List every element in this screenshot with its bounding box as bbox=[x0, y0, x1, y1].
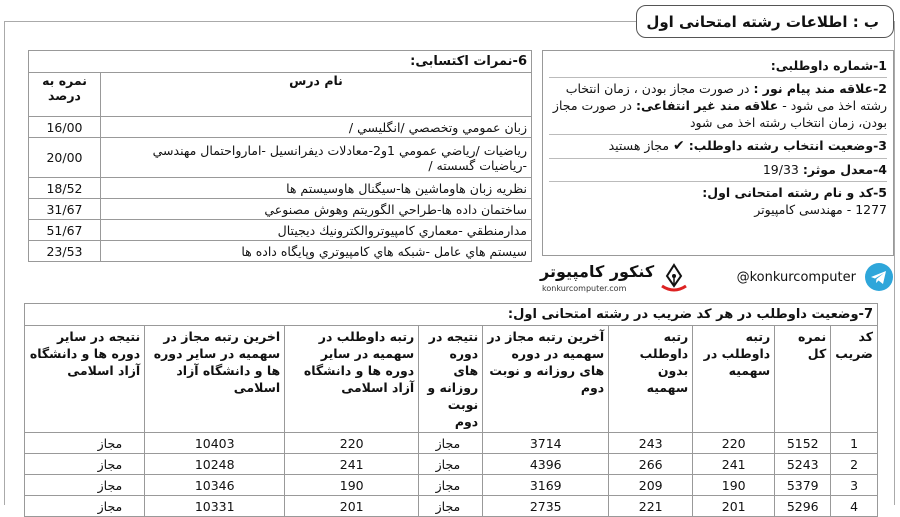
course-name: زبان عمومي وتخصصي /انگليسي / bbox=[101, 117, 532, 138]
cell: 201 bbox=[693, 496, 775, 517]
table-row bbox=[29, 138, 532, 178]
cell: 10248 bbox=[145, 454, 285, 475]
brand-logo-text: کنکور کامپیوتر bbox=[540, 262, 655, 281]
scores-title: 6-نمرات اکتسابی: bbox=[28, 50, 532, 72]
field-row bbox=[549, 182, 887, 221]
table-row bbox=[29, 220, 532, 241]
candidate-number-label: 1-شماره داوطلبی: bbox=[770, 58, 887, 73]
course-name: رياضيات /رياضي عمومي 1و2-معادلات ديفرانسيل -امارواحتمال مهندسي -رياضيات گسسته / bbox=[101, 138, 532, 178]
status-panel bbox=[24, 303, 878, 514]
title-rule bbox=[4, 21, 636, 22]
scores-panel bbox=[28, 50, 532, 284]
course-name: سيستم هاي عامل -شبكه هاي كامپيوتري وپايگاه داده ها bbox=[101, 241, 532, 262]
cell: 4396 bbox=[483, 454, 609, 475]
cell: 10331 bbox=[145, 496, 285, 517]
cell: 3714 bbox=[483, 433, 609, 454]
payam-noor-text: در صورت مجاز بودن ، زمان انتخاب رشته اخذ می شود - bbox=[565, 81, 887, 113]
cell: مجاز bbox=[419, 454, 483, 475]
cell: 4 bbox=[831, 496, 878, 517]
cell: 266 bbox=[609, 454, 693, 475]
non-profit-label: علاقه مند غیر انتفاعی: bbox=[635, 98, 779, 113]
col-last-rank-day: آخرین رتبه مجاز در سهمیه در دوره های روزانه و نوبت دوم bbox=[483, 326, 609, 433]
cell: مجاز bbox=[25, 496, 145, 517]
cell: مجاز bbox=[25, 475, 145, 496]
cell: 221 bbox=[609, 496, 693, 517]
cell: مجاز bbox=[419, 475, 483, 496]
cell: 3 bbox=[831, 475, 878, 496]
candidate-number-row bbox=[549, 55, 887, 78]
course-name: ساختمان داده ها-طراحي الگوريتم وهوش مصنوعي bbox=[101, 199, 532, 220]
col-coefficient-code: کد ضریب bbox=[831, 326, 878, 433]
cell: 209 bbox=[609, 475, 693, 496]
checkmark-icon: ✔ bbox=[673, 138, 685, 154]
telegram-link[interactable] bbox=[737, 262, 894, 292]
frame-right bbox=[894, 21, 895, 505]
cell: 10346 bbox=[145, 475, 285, 496]
table-row bbox=[25, 496, 878, 517]
status-header-row bbox=[25, 326, 878, 433]
col-percent: نمره به درصد bbox=[29, 73, 101, 117]
cell: 190 bbox=[693, 475, 775, 496]
gpa-value: 19/33 bbox=[762, 162, 799, 177]
table-row bbox=[25, 475, 878, 496]
status-value: مجاز هستید bbox=[608, 138, 670, 153]
col-rank-quota: رتبه داوطلب در سهمیه bbox=[693, 326, 775, 433]
cell: مجاز bbox=[25, 433, 145, 454]
payam-noor-label: 2-علاقه مند پیام نور : bbox=[753, 81, 887, 96]
course-percent: 51/67 bbox=[29, 220, 101, 241]
scores-table bbox=[28, 72, 532, 262]
cell: 241 bbox=[693, 454, 775, 475]
col-last-rank-other: اخرین رتبه مجاز در سهمیه در سایر دوره ها و دانشگاه آزاد اسلامی bbox=[145, 326, 285, 433]
status-table-title: 7-وضعیت داوطلب در هر کد ضریب در رشته امتحانی اول: bbox=[24, 303, 878, 325]
cell: 5243 bbox=[775, 454, 831, 475]
course-name: مدارمنطقي -معماري كامپيوتروالكترونيك ديجيتال bbox=[101, 220, 532, 241]
table-row bbox=[25, 433, 878, 454]
cell: 2735 bbox=[483, 496, 609, 517]
table-row bbox=[29, 117, 532, 138]
field-label: 5-کد و نام رشته امتحانی اول: bbox=[702, 185, 887, 200]
cell: 5379 bbox=[775, 475, 831, 496]
cell: 243 bbox=[609, 433, 693, 454]
gpa-row bbox=[549, 159, 887, 182]
col-result-other: نتیجه در سایر دوره ها و دانشگاه آزاد اسلامی bbox=[25, 326, 145, 433]
frame-left bbox=[4, 21, 5, 505]
course-percent: 16/00 bbox=[29, 117, 101, 138]
cell: مجاز bbox=[419, 496, 483, 517]
cell: 2 bbox=[831, 454, 878, 475]
col-course-name: نام درس bbox=[101, 73, 532, 117]
cell: 190 bbox=[285, 475, 419, 496]
col-total-score: نمره کل bbox=[775, 326, 831, 433]
gpa-label: 4-معدل موثر: bbox=[802, 162, 887, 177]
cell: 201 bbox=[285, 496, 419, 517]
table-row bbox=[29, 178, 532, 199]
status-row bbox=[549, 135, 887, 159]
brand-logo-url: konkurcomputer.com bbox=[542, 284, 627, 293]
course-name: نظريه زبان هاوماشين ها-سيگنال هاوسيستم ها bbox=[101, 178, 532, 199]
section-title: ب : اطلاعات رشته امتحانی اول bbox=[636, 5, 894, 38]
course-percent: 18/52 bbox=[29, 178, 101, 199]
brand-logo bbox=[540, 262, 690, 296]
table-row bbox=[29, 241, 532, 262]
telegram-icon[interactable] bbox=[864, 262, 894, 292]
col-rank-no-quota: رتبه داوطلب بدون سهمیه bbox=[609, 326, 693, 433]
cell: 10403 bbox=[145, 433, 285, 454]
cell: 220 bbox=[285, 433, 419, 454]
non-profit-text: در صورت مجاز بودن، زمان انتخاب رشته اخذ می شود bbox=[552, 98, 887, 130]
pen-nib-icon bbox=[658, 262, 690, 294]
scores-header-row bbox=[29, 73, 532, 117]
interest-row bbox=[549, 78, 887, 135]
cell: 5296 bbox=[775, 496, 831, 517]
cell: مجاز bbox=[25, 454, 145, 475]
cell: 241 bbox=[285, 454, 419, 475]
field-value: 1277 - مهندسی کامپیوتر bbox=[754, 202, 887, 217]
candidate-panel bbox=[542, 50, 894, 256]
course-percent: 31/67 bbox=[29, 199, 101, 220]
status-table bbox=[24, 325, 878, 517]
brand-bar bbox=[540, 260, 894, 298]
cell: 3169 bbox=[483, 475, 609, 496]
col-result-day: نتیجه در دوره های روزانه و نوبت دوم bbox=[419, 326, 483, 433]
telegram-handle[interactable]: @konkurcomputer bbox=[736, 269, 856, 285]
cell: مجاز bbox=[419, 433, 483, 454]
col-rank-other: رتبه داوطلب در سهمیه در سایر دوره ها و دانشگاه آزاد اسلامی bbox=[285, 326, 419, 433]
cell: 220 bbox=[693, 433, 775, 454]
cell: 1 bbox=[831, 433, 878, 454]
table-row bbox=[25, 454, 878, 475]
table-row bbox=[29, 199, 532, 220]
cell: 5152 bbox=[775, 433, 831, 454]
status-label: 3-وضعیت انتخاب رشته داوطلب: bbox=[688, 138, 887, 153]
course-percent: 23/53 bbox=[29, 241, 101, 262]
course-percent: 20/00 bbox=[29, 138, 101, 178]
